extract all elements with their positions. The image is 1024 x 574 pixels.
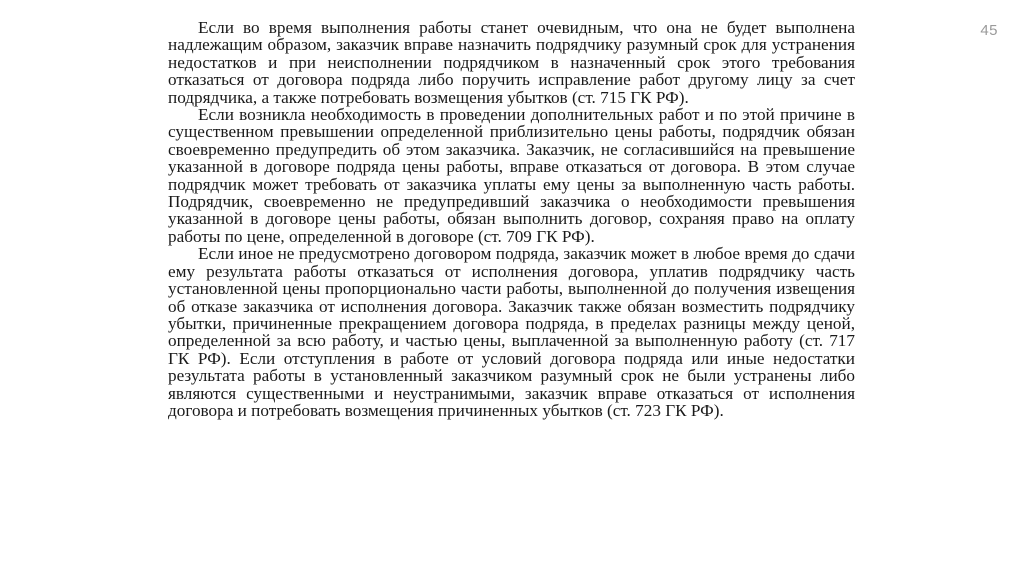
paragraph-709: Если возникла необходимость в проведении дополнительных работ и по этой причине в существенном превышении определенной приблизительно цены работы, подрядчик обязан своевременно предупредить об этом заказчика. Заказчик, не согласившийся на превышение указанной в договоре подряда цены работы, вправе отказаться от договора. В этом случае подрядчик может требовать от заказчика уплаты ему цены за выполненную часть работы. Подрядчик, своевременно не предупредивший заказчика о необходимости превышения указанной в договоре цены работы, обязан выполнить договор, сохраняя право на оплату работы по цене, определенной в договоре (ст. 709 ГК РФ). [168, 105, 855, 246]
page-number: 45 [980, 22, 998, 39]
paragraph-715: Если во время выполнения работы станет очевидным, что она не будет выполнена надлежащим образом, заказчик вправе назначить подрядчику разумный срок для устранения недостатков и при неисполнении подрядчиком в назначенный срок этого требования отказаться от договора подряда либо поручить исправление работ другому лицу за счет подрядчика, а также потребовать возмещения убытков (ст. 715 ГК РФ). [168, 18, 855, 107]
body-text [168, 19, 855, 419]
paragraph-717-723: Если иное не предусмотрено договором подряда, заказчик может в любое время до сдачи ему результата работы отказаться от исполнения договора, уплатив подрядчику часть установленной цены пропорционально части работы, выполненной до получения извещения об отказе заказчика от исполнения договора. Заказчик также обязан возместить подрядчику убытки, причиненные прекращением договора подряда, в пределах разницы между ценой, определенной за всю работу, и частью цены, выплаченной за выполненную работу (ст. 717 ГК РФ). Если отступления в работе от условий договора подряда или иные недостатки результата работы в установленный заказчиком разумный срок не были устранены либо являются существенными и неустранимыми, заказчик вправе отказаться от исполнения договора и потребовать возмещения причиненных убытков (ст. 723 ГК РФ). [168, 244, 855, 420]
